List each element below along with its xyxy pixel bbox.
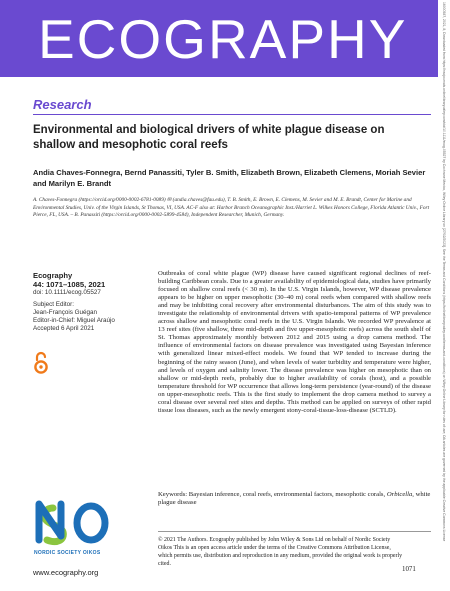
page-number: 1071	[402, 566, 416, 573]
subject-editor-label: Subject Editor:	[33, 301, 74, 308]
journal-website[interactable]: www.ecography.org	[33, 568, 99, 577]
abstract: Outbreaks of coral white plague (WP) disease have caused significant regional declines of reef-building Caribbean corals. Due to a greater availability of epidemiological data, studies have primarily focused on shallow coral reefs (< 30 m). In the U.S. Virgin Islands, however, WP disease prevalence appears to be higher on upper mesophotic (30–40 m) coral reefs when compared with shallow reefs and may be inhibiting coral recovery after environmental disturbances. The aim of this study was to investigate the relationship of environmental drivers with spatio-temporal patterns of WP prevalence across shallow and mesophotic coral reefs in the U.S. Virgin Islands. We recorded WP prevalence at 13 reef sites (five shallow, three mid-depth and five upper-mesophotic reefs) across the south shelf of St. Thomas approximately monthly between 2012 and 2015 using a drop camera method. The influence of environmental factors on disease prevalence was investigated using Bayesian inference with generalized linear mixed-effect models. We found that WP tended to increase during the beginning of the rainy season (June), and when levels of water turbidity and temperature were higher, and levels of oxygen and salinity lower. The disease prevalence was higher on mesophotic than on shallow or mid-depth reefs, probably due to higher availability of corals (host), and a possible temperature threshold for WP occurrence that allows long-term persistence (year-round) of the disease on upper-mesophotic reefs. This is the first study to implement the drop camera method to survey a coral disease over several reef sites and depths. This method can be applied on surveys of other rapid tissue loss diseases, such as the newly emergent stony-coral-tissue-loss-disease (SCTLD).	[158, 270, 431, 414]
subject-editor-name: Jean-François Guégan	[33, 309, 98, 316]
journal-banner	[0, 0, 438, 77]
nso-logo	[33, 490, 113, 550]
author-list: Andia Chaves-Fonnegra, Bernd Panassiti, Tyler B. Smith, Elizabeth Brown, Elizabeth Clemens, Moriah Sevier and Marilyn E. Brandt	[33, 168, 426, 188]
section-label: Research	[33, 97, 92, 112]
logo-acronym: NSO	[73, 530, 76, 531]
journal-masthead: ECOGRAPHY	[38, 8, 408, 70]
article-info	[33, 271, 143, 333]
editor-in-chief: Editor-in-Chief: Miguel Araújo	[33, 317, 115, 324]
keywords-label: Keywords: Bayesian inference, coral reefs, environmental factors, mesophotic corals,	[158, 491, 386, 498]
open-access-icon	[33, 351, 49, 375]
copyright-divider	[158, 531, 431, 532]
logo-text: NORDIC SOCIETY OIKOS	[34, 550, 101, 556]
accepted-date: Accepted 6 April 2021	[33, 325, 95, 332]
article-doi[interactable]: doi: 10.1111/ecog.05527	[33, 289, 101, 296]
journal-volume: 44: 1071–1085, 2021	[33, 280, 106, 289]
keywords	[158, 491, 431, 507]
section-divider	[33, 114, 431, 115]
keyword-species: Orbicella	[386, 491, 413, 498]
journal-name: Ecography	[33, 271, 73, 280]
author-affiliations: A. Chaves-Fonnegra (https://orcid.org/0000-0002-6781-0089) ✉ (andia.chaves@fau.edu), T. B. Smith, E. Brown, E. Clemens, M. Sevier and M. E. Brandt, Center for Marine and Environmental Studies, Univ. of the Virgin Islands, St Thomas, VI, USA. AC-F also at: Harbor Branch Oceanographic Inst./Harriet L. Wilkes Honors College, Florida Atlantic Univ., Fort Pierce, FL, USA. – B. Panassiti (https://orcid.org/0000-0002-5899-4584), Independent Researcher, Munich, Germany.	[33, 197, 430, 219]
editorial-info	[33, 301, 143, 333]
copyright-notice: © 2021 The Authors. Ecography published by John Wiley & Sons Ltd on behalf of Nordic Society Oikos This is an open access article under the terms of the Creative Commons Attribution License, which permits use, distribution and reproduction in any medium, provided the original work is properly cited.	[158, 537, 403, 568]
download-notice-text: 16000587, 2021, 8, Downloaded from https://nsojournals.onlinelibrary.wiley.com/doi/10.1111/ecog.05527 by Cochrane Mexico, Wiley Online Library on [27/02/2023]. See the Terms and Conditions (https://onlinelibrary.wiley.com/terms-and-conditions) on Wiley Online Library for rules of use; OA articles are governed by the applicable Creative Commons License	[442, 2, 446, 542]
download-notice	[439, 2, 449, 588]
article-title: Environmental and biological drivers of white plague disease on shallow and mesophotic coral reefs	[33, 124, 385, 151]
keywords-rest: , white plague disease	[158, 491, 431, 507]
